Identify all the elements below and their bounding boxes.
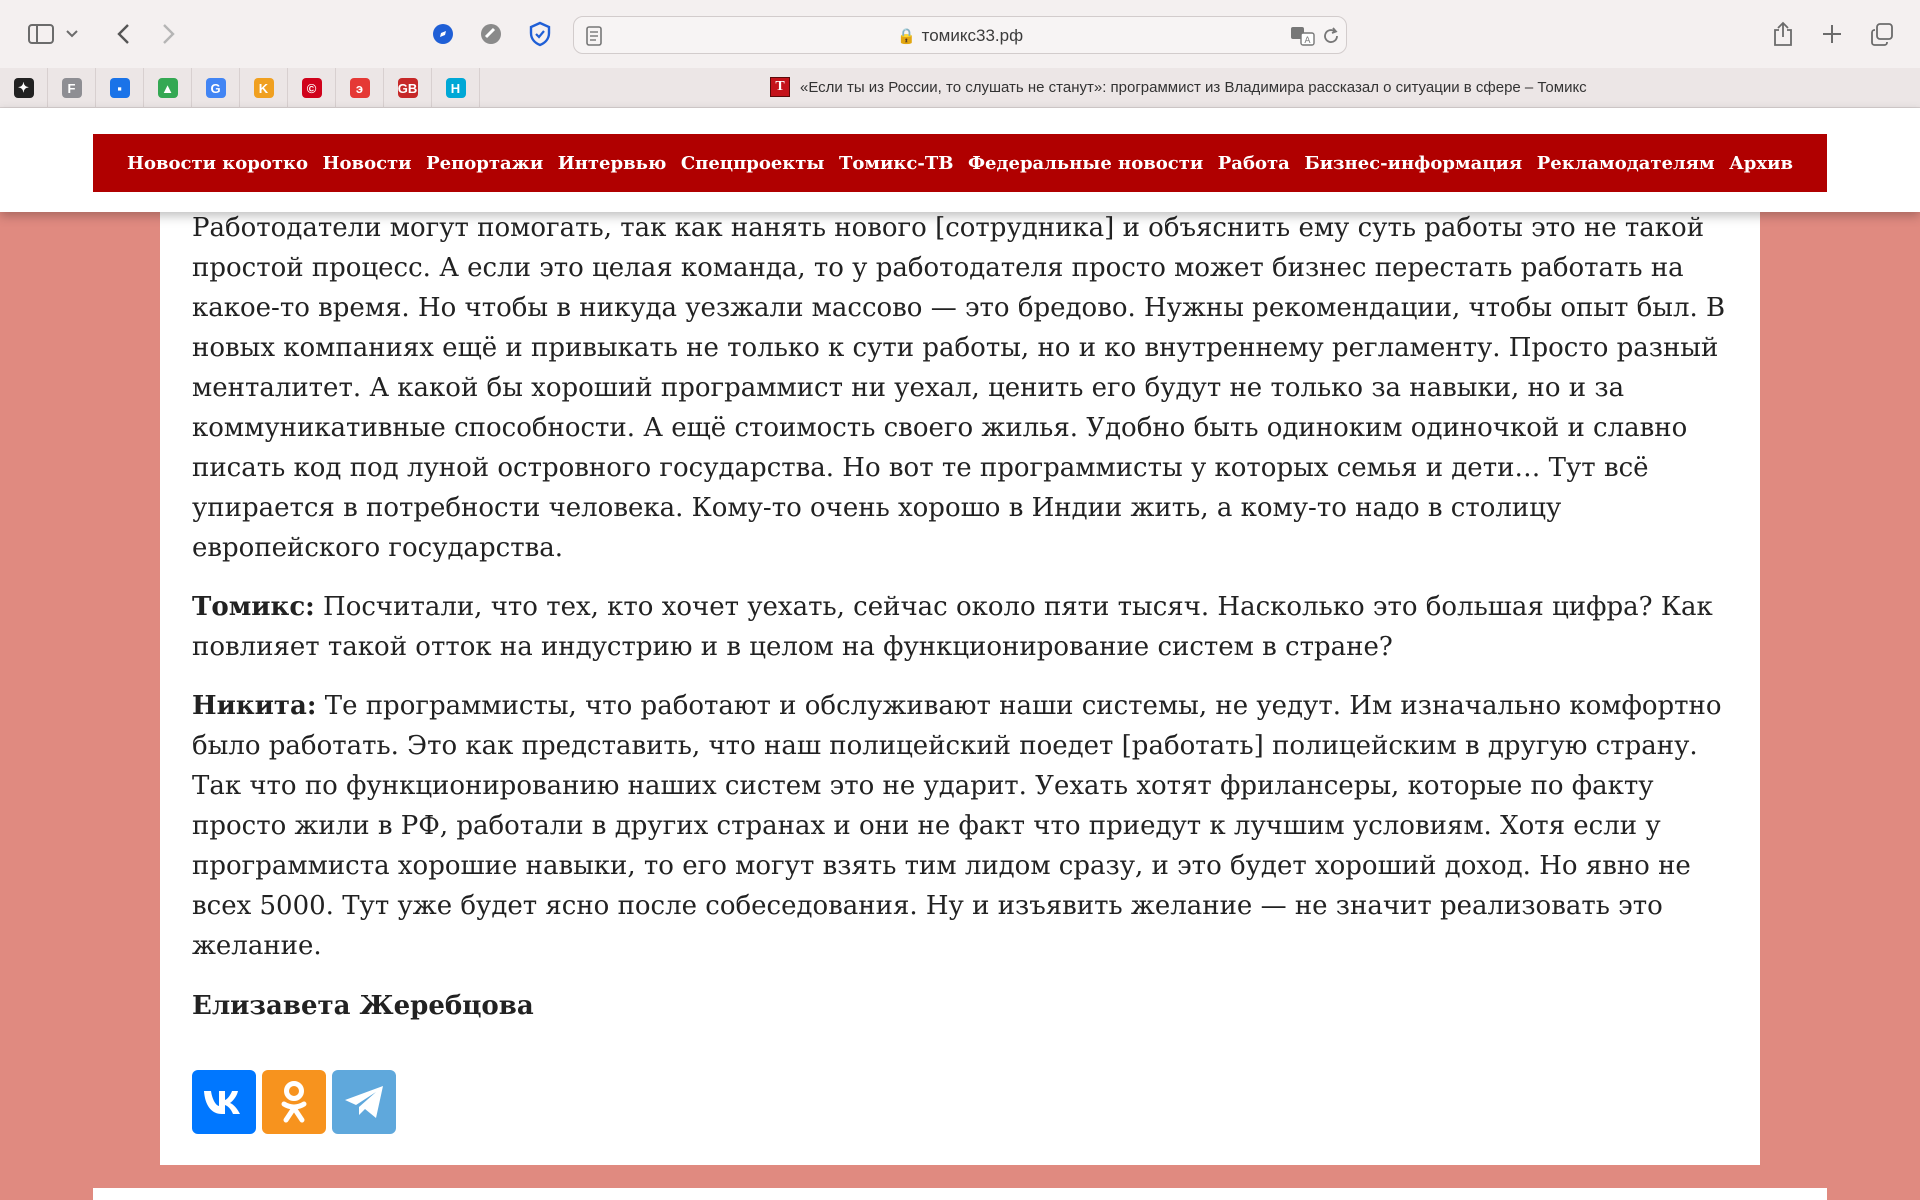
copyright-icon: © xyxy=(302,78,322,98)
compass-icon xyxy=(431,22,455,46)
tab-bar xyxy=(0,68,1920,108)
url-display xyxy=(574,26,1346,46)
nav-item[interactable]: Работа xyxy=(1217,152,1290,174)
sidebar-icon xyxy=(28,24,54,44)
forward-button[interactable] xyxy=(152,18,186,50)
article-answer xyxy=(192,686,1740,966)
favorite-feedly[interactable] xyxy=(48,68,96,108)
share-buttons xyxy=(192,1070,396,1134)
nav-item[interactable]: Архив xyxy=(1729,152,1793,174)
extension-gray-button[interactable] xyxy=(474,18,508,50)
tabs-icon xyxy=(1870,22,1894,46)
gb-icon: GB xyxy=(398,78,418,98)
telegram-icon xyxy=(343,1084,385,1120)
back-button[interactable] xyxy=(106,18,140,50)
nav-item[interactable]: Репортажи xyxy=(426,152,544,174)
apps-icon: ✦ xyxy=(14,78,34,98)
nav-item[interactable]: Интервью xyxy=(557,152,667,174)
privacy-shield-button[interactable] xyxy=(523,18,557,50)
favorite-messages[interactable] xyxy=(96,68,144,108)
article-body xyxy=(192,208,1740,1045)
new-tab-button[interactable] xyxy=(1815,18,1849,50)
tab-group-menu-button[interactable] xyxy=(62,18,82,50)
site-header xyxy=(0,108,1920,212)
lock-icon: 🔒 xyxy=(896,28,916,45)
tab-favicon: T xyxy=(770,77,790,97)
answer-speaker: Никита: xyxy=(192,691,317,721)
extension-compass-button[interactable] xyxy=(426,18,460,50)
share-icon xyxy=(1773,21,1793,47)
share-vk-button[interactable] xyxy=(192,1070,256,1134)
footer-edge xyxy=(93,1188,1827,1200)
nav-item[interactable]: Новости коротко xyxy=(127,152,309,174)
favorite-kinopoisk[interactable] xyxy=(240,68,288,108)
question-speaker: Томикс: xyxy=(192,592,315,622)
plus-icon xyxy=(1822,24,1842,44)
url-text: томикс33.рф xyxy=(921,26,1024,45)
drive-icon: ▲ xyxy=(158,78,178,98)
share-telegram-button[interactable] xyxy=(332,1070,396,1134)
kinopoisk-icon: K xyxy=(254,78,274,98)
address-bar[interactable] xyxy=(573,16,1347,54)
google-icon: G xyxy=(206,78,226,98)
article-question xyxy=(192,587,1740,667)
vk-icon xyxy=(202,1088,246,1116)
h-icon: H xyxy=(446,78,466,98)
chevron-right-icon xyxy=(162,23,176,45)
nav-item[interactable]: Бизнес-информация xyxy=(1304,152,1523,174)
browser-toolbar xyxy=(0,0,1920,68)
favorite-copyright[interactable] xyxy=(288,68,336,108)
share-ok-button[interactable] xyxy=(262,1070,326,1134)
shield-icon xyxy=(528,21,552,47)
nav-item[interactable]: Спецпроекты xyxy=(680,152,825,174)
sidebar-toggle-button[interactable] xyxy=(24,18,58,50)
article-paragraph: Работодатели могут помогать, так как нанять нового [сотрудника] и объяснить ему суть работы это не такой простой процесс. А если это целая команда, то у работодателя просто может бизнес перестать работать на какое-то время. Но чтобы в никуда уезжали массово — это бредово. Нужны рекомендации, чтобы опыт был. В новых компаниях ещё и привыкать не только к сути работы, но и ко внутреннему регламенту. Просто разный менталитет. А какой бы хороший программист ни уехал, ценить его будут не только за навыки, но и за коммуникативные способности. А ещё стоимость своего жилья. Удобно быть одиноким одиночкой и славно писать код под луной островного государства. Но вот те программисты у которых семья и дети… Тут всё упирается в потребности человека. Кому-то очень хорошо в Индии жить, а кому-то надо в столицу европейского государства. xyxy=(192,213,1726,563)
answer-text: Те программисты, что работают и обслуживают наши системы, не уедут. Им изначально комфортно было работать. Это как представить, что наш полицейский поедет [работать] полицейским в другую страну. Так что по функционированию наших систем это не ударит. Уехать хотят фрилансеры, которые по факту просто жили в РФ, работали в других странах и они не факт что приедут к лучшим условиям. Хотя если у программиста хорошие навыки, то его могут взять тим лидом сразу, и это будет хороший доход. Но явно не всех 5000. Тут уже будет ясно после собеседования. Ну и изъявить желание — не значит реализовать это желание. xyxy=(192,691,1722,961)
extension-icon xyxy=(479,22,503,46)
nav-item[interactable]: Новости xyxy=(322,152,412,174)
favorite-gb[interactable] xyxy=(384,68,432,108)
tab-overview-button[interactable] xyxy=(1865,18,1899,50)
nav-item[interactable]: Рекламодателям xyxy=(1536,152,1715,174)
translate-icon[interactable] xyxy=(1290,26,1316,46)
nav-item[interactable]: Томикс-ТВ xyxy=(839,152,954,174)
article-card xyxy=(160,190,1760,1165)
feedly-icon: F xyxy=(62,78,82,98)
chevron-down-icon xyxy=(66,30,78,38)
nav-item[interactable]: Федеральные новости xyxy=(967,152,1204,174)
favorite-drive[interactable] xyxy=(144,68,192,108)
favorite-yandex[interactable] xyxy=(336,68,384,108)
favorite-google[interactable] xyxy=(192,68,240,108)
active-tab-title[interactable]: «Если ты из России, то слушать не станут»: программист из Владимира рассказал о ситуации в сфере – Томикс xyxy=(800,79,1587,96)
reload-icon[interactable] xyxy=(1322,27,1340,45)
favorite-apps[interactable] xyxy=(0,68,48,108)
question-text: Посчитали, что тех, кто хочет уехать, сейчас около пяти тысяч. Насколько это большая цифра? Как повлияет такой отток на индустрию и в целом на функционирование систем в стране? xyxy=(192,592,1713,662)
share-button[interactable] xyxy=(1766,18,1800,50)
favorite-h[interactable] xyxy=(432,68,480,108)
main-navigation xyxy=(93,134,1827,192)
yandex-icon: э xyxy=(350,78,370,98)
svg-text:A: A xyxy=(1304,36,1311,46)
article-author: Елизавета Жеребцова xyxy=(192,991,534,1021)
messages-icon: ▪ xyxy=(110,78,130,98)
chevron-left-icon xyxy=(116,23,130,45)
odnoklassniki-icon xyxy=(279,1080,309,1124)
